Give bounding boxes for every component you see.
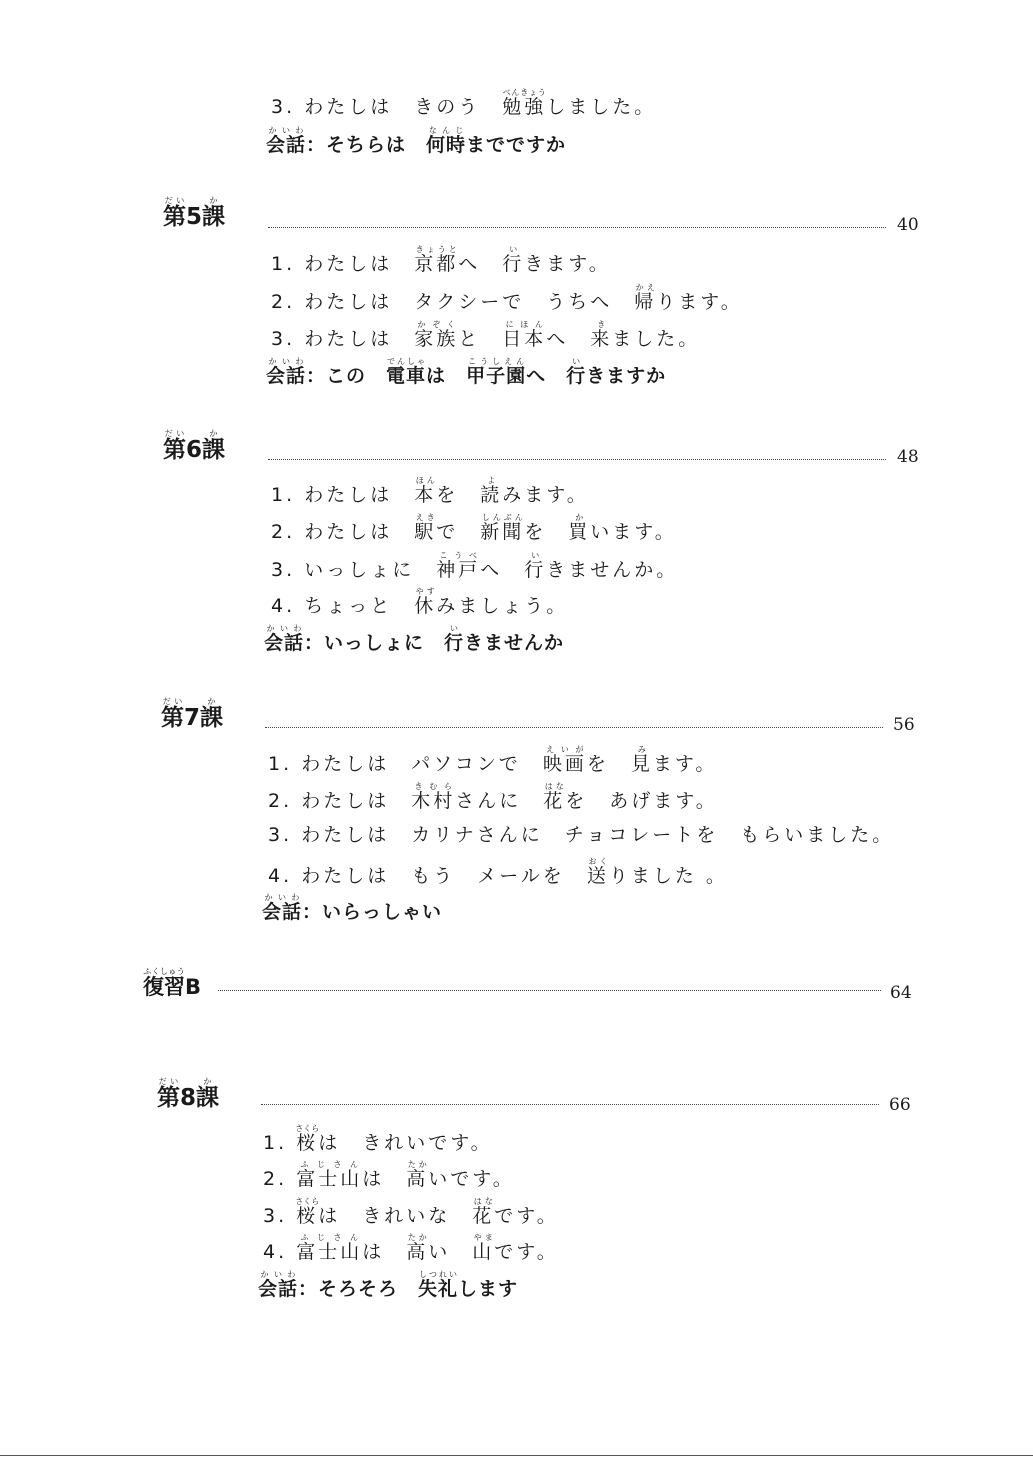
toc-leader xyxy=(268,459,886,460)
prev-sentence-3: 3. わたしは きのう 勉強べんきょうしました。 xyxy=(271,88,657,118)
furigana-word: 勉強べんきょう xyxy=(502,88,547,118)
lesson-7-title: 第だい7課か xyxy=(161,697,224,731)
toc-leader xyxy=(268,227,886,228)
lesson-6-sentence-2: 2. わたしは 駅えきで 新聞しんぶんを 買かいます。 xyxy=(271,513,677,543)
toc-leader xyxy=(218,990,881,991)
lesson-5-sentence-2: 2. わたしは タクシーで うちへ 帰かえります。 xyxy=(271,283,743,313)
lesson-8-page-number: 66 xyxy=(889,1095,911,1115)
lesson-7-kaiwa: 会話かいわ：いらっしゃい xyxy=(262,893,443,923)
lesson-5-sentence-3: 3. わたしは 家族かぞくと 日本にほんへ 来きました。 xyxy=(271,320,701,350)
lesson-8-sentence-1: 1. 桜さくらは きれいです。 xyxy=(263,1124,493,1154)
lesson-5-title: 第だい5課か xyxy=(163,196,226,230)
kaiwa-label: 会話かいわ xyxy=(266,126,307,156)
lesson-7-sentence-2: 2. わたしは 木村きむらさんに 花はなを あげます。 xyxy=(268,782,718,812)
lesson-5-page-number: 40 xyxy=(897,215,919,235)
lesson-6-title: 第だい6課か xyxy=(163,429,226,463)
lesson-8-title: 第だい8課か xyxy=(157,1077,220,1111)
lesson-7-sentence-4: 4. わたしは もう メールを 送おくりました 。 xyxy=(268,857,728,887)
lesson-5-sentence-1: 1. わたしは 京都きょうとへ 行いきます。 xyxy=(271,245,611,275)
lesson-6-page-number: 48 xyxy=(897,447,919,467)
lesson-6-sentence-4: 4. ちょっと 休やすみましょう。 xyxy=(271,587,569,617)
lesson-6-sentence-1: 1. わたしは 本ほんを 読よみます。 xyxy=(271,476,589,506)
lesson-7-sentence-1: 1. わたしは パソコンで 映画えいがを 見みます。 xyxy=(268,745,718,775)
lesson-8-sentence-2: 2. 富士山ふじさんは 高たかいです。 xyxy=(263,1160,515,1190)
lesson-8-sentence-3: 3. 桜さくらは きれいな 花はなです。 xyxy=(263,1197,559,1227)
prev-kaiwa: 会話かいわ：そちらは 何時なんじまでですか xyxy=(266,126,567,156)
lesson-7-sentence-3: 3. わたしは カリナさんに チョコレートを もらいました。 xyxy=(268,824,895,846)
lesson-5-kaiwa: 会話かいわ：この 電車でんしゃは 甲子園こうしえんへ 行いきますか xyxy=(266,357,667,387)
review-b-page-number: 64 xyxy=(890,983,912,1003)
lesson-8-kaiwa: 会話かいわ：そろそろ 失礼しつれいします xyxy=(258,1270,519,1300)
lesson-7-page-number: 56 xyxy=(893,715,915,735)
toc-leader xyxy=(261,1104,879,1105)
page-bottom-rule xyxy=(0,1455,1033,1456)
toc-leader xyxy=(265,727,883,728)
lesson-6-sentence-3: 3. いっしょに 神戸こうべへ 行いきませんか。 xyxy=(271,551,679,581)
review-b-title: 復習ふくしゅうB xyxy=(143,967,202,999)
lesson-6-kaiwa: 会話かいわ：いっしょに 行いきませんか xyxy=(264,624,565,654)
sentence-number: 3. xyxy=(271,96,296,118)
lesson-8-sentence-4: 4. 富士山ふじさんは 高たかい 山やまです。 xyxy=(263,1233,559,1263)
